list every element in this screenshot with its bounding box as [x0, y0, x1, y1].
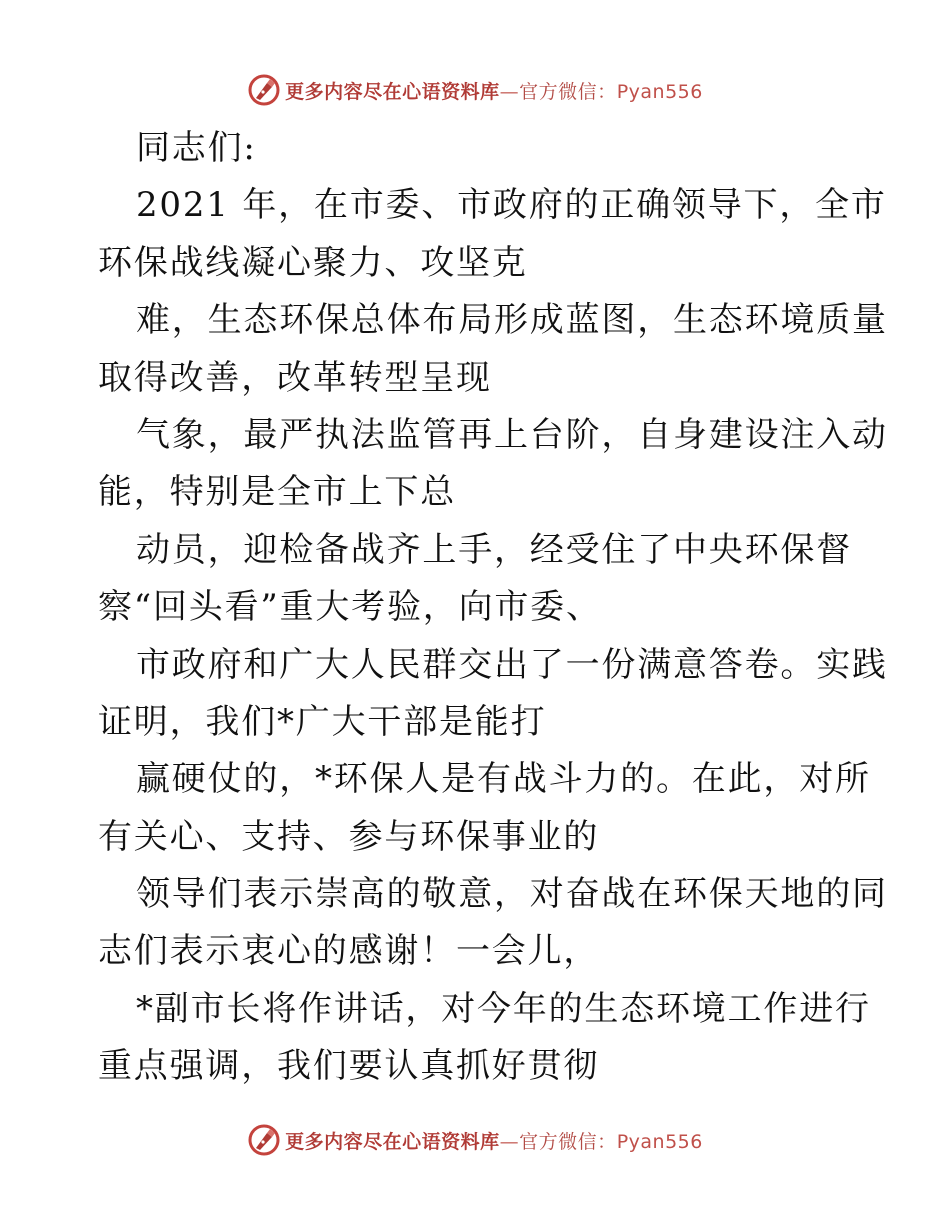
- footer-watermark: [0, 1120, 950, 1160]
- text-line: *副市长将作讲话，对今年的生态环境工作进行: [136, 988, 871, 1029]
- watermark-text: [285, 77, 703, 104]
- watermark-wechat-account: Pyan556: [616, 1130, 703, 1153]
- watermark-brand: 更多内容尽在心语资料库: [285, 80, 500, 103]
- watermark-wechat-label: 官方微信：: [519, 1130, 617, 1153]
- text-line: 有关心、支持、参与环保事业的: [98, 816, 600, 857]
- text-line: 取得改善，改革转型呈现: [98, 357, 492, 398]
- text-line: 动员，迎检备战齐上手，经受住了中央环保督: [136, 529, 852, 570]
- text-line: 气象，最严执法监管再上台阶，自身建设注入动: [136, 414, 888, 455]
- text-line: 证明，我们*广大干部是能打: [98, 701, 547, 742]
- text-line: 察“回头看”重大考验，向市委、: [98, 587, 602, 628]
- watermark-text: [285, 1127, 703, 1154]
- text-line: 环保战线凝心聚力、攻坚克: [98, 242, 528, 283]
- watermark-brand: 更多内容尽在心语资料库: [285, 1130, 500, 1153]
- text-line: 赢硬仗的，*环保人是有战斗力的。在此，对所: [136, 759, 871, 800]
- text-line: 市政府和广大人民群交出了一份满意答卷。实践: [136, 644, 888, 685]
- text-line: 同志们:: [136, 128, 257, 168]
- watermark-wechat-account: Pyan556: [616, 80, 703, 103]
- text-line: 领导们表示崇高的敬意，对奋战在环保天地的同: [136, 874, 888, 915]
- pen-nib-logo-icon: [247, 1123, 281, 1157]
- watermark-separator: —: [499, 80, 520, 103]
- header-watermark: [0, 70, 950, 110]
- text-line: 难，生态环保总体布局形成蓝图，生态环境质量: [136, 300, 888, 341]
- text-line: 志们表示衷心的感谢！一会儿，: [98, 931, 600, 972]
- text-line: 能，特别是全市上下总: [98, 472, 456, 513]
- document-body: [98, 120, 888, 1096]
- pen-nib-logo-icon: [247, 73, 281, 107]
- text-line: 2021 年，在市委、市政府的正确领导下，全市: [136, 185, 887, 226]
- watermark-separator: —: [499, 1130, 520, 1153]
- watermark-wechat-label: 官方微信：: [519, 80, 617, 103]
- text-line: 重点强调，我们要认真抓好贯彻: [98, 1046, 600, 1087]
